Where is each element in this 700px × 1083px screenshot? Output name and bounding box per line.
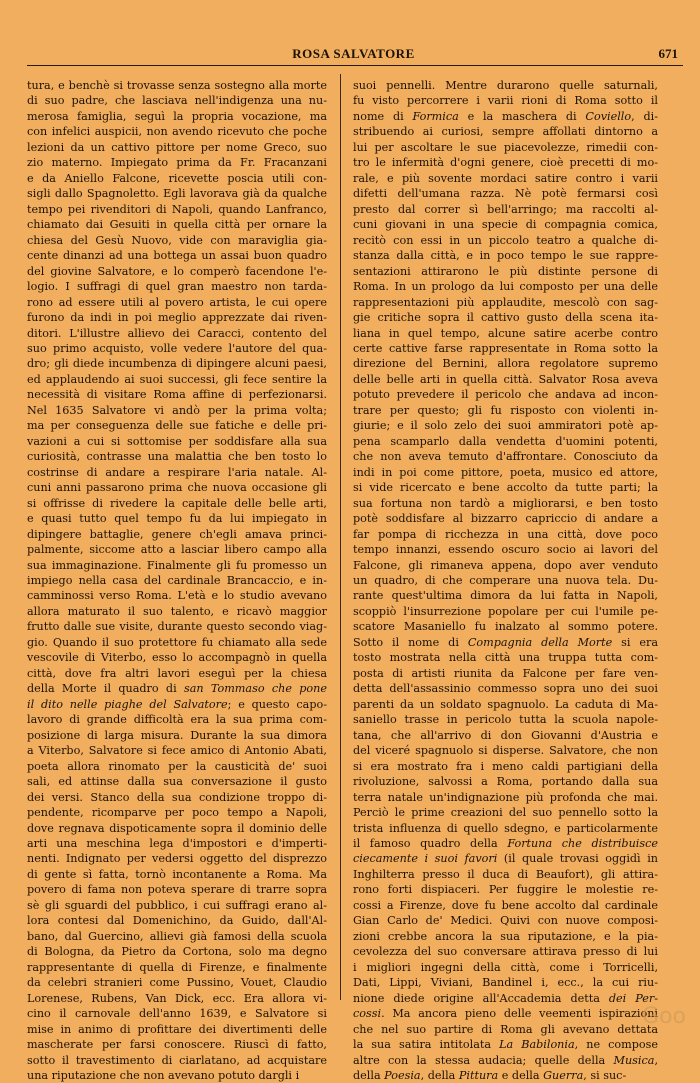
text-line: costrinse di andare a respirare l'aria natale. Al- [27,465,327,479]
text-line: potuto prevedere il pericolo che andava ad incon- [353,388,658,402]
text-line: scatore Masaniello fu inalzato al sommo potere. [353,620,658,634]
text-line: presto dal correr sì bell'arringo; ma raccolti al- [353,202,658,216]
text-line: merosa famiglia, seguì la propria vocazione, ma [27,109,327,123]
text-line: lavoro di grande difficoltà era la sua prima com- [27,713,327,727]
text-line: ciecamente i suoi favori (il quale trovasi oggidì in [353,852,658,866]
text-line: suoi pennelli. Mentre durarono quelle saturnali, [353,79,658,92]
text-line: poeta allora rinomato per la causticità de' suoi [27,759,327,773]
page-number: 671 [658,46,678,61]
text-line: sali, ed attinse dalla sua conversazione il gusto [27,775,327,789]
text-line: Roma. In un prologo da lui composto per una delle [353,280,658,294]
text-line: lezioni da un cattivo pittore per nome Greco, suo [27,140,327,154]
text-line: indi in poi come pittore, poeta, musico ed attore, [353,465,658,479]
text-line: cuni anni passarono prima che nuova occasione gli [27,481,327,495]
text-line: trista influenza di quello sdegno, e particolarmente [353,821,658,835]
text-line: che nel suo partire di Roma gli avevano dettata [353,1022,658,1036]
text-line: Nel 1635 Salvatore vi andò per la prima volta; [27,403,327,417]
text-line: si vide ricercato e bene accolto da tutte parti; la [353,481,658,495]
text-line: furono da indi in poi meglio apprezzate dai riven- [27,311,327,325]
text-line: un quadro, di che comperare una nuova tela. Du- [353,574,658,587]
text-line: arti una meschina lega d'impostori e d'imperti- [27,836,327,850]
text-line: dei versi. Stanco della sua condizione troppo di- [27,790,327,804]
text-line: zio materno. Impiegato prima da Fr. Fracanzani [27,156,327,170]
text-line: logio. I suffragi di quel gran maestro non tarda- [27,280,327,294]
text-line: rappresentazioni più applaudite, mescolò con sag- [353,295,658,309]
text-line: chiesa del Gesù Nuovo, vide con maraviglia gia- [27,233,327,247]
text-line: i migliori ingegni della città, come i Torricelli, [353,960,658,974]
text-line: lora contesi dal Domenichino, da Guido, dall'Al- [27,914,327,928]
text-line: vazioni a cui si sottomise per soddisfare alla sua [27,434,327,448]
text-line: bano, dal Guercino, allievi già famosi della scuola [27,929,327,943]
header-rule [27,65,683,66]
text-line: rappresentante di quella di Firenze, e finalmente [27,960,327,974]
text-line: il dito nelle piaghe del Salvatore; e questo capo- [27,697,327,711]
text-line: detta dell'assassinio commesso sopra uno dei suoi [353,682,658,696]
text-line: sua fortuna non tardò a migliorarsi, e ben tosto [353,496,658,510]
text-line: tempo pei rivenditori di Napoli, quando Lanfranco, [27,202,327,216]
text-line: gio. Quando il suo protettore fu chiamato alla sede [27,635,327,649]
text-line: ditori. L'illustre allievo dei Caracci, contento del [27,326,327,340]
text-line: cossi a Firenze, dove fu bene accolto dal cardinale [353,898,658,912]
text-line: fu visto percorrere i varii rioni di Roma sotto il [353,94,658,108]
text-line: Inghilterra presso il duca di Beaufort), gli attira- [353,867,658,881]
text-line: allora maturato il suo talento, e ricavò maggior [27,604,327,618]
text-line: si era mostrato fra i meno caldi partigiani della [353,759,658,773]
text-line: sotto il travestimento di ciarlatano, ad acquistare [27,1053,327,1067]
text-line: mise in animo di profittare dei divertimenti delle [27,1022,327,1036]
text-line: nome di Formica e la maschera di Coviello, di- [353,109,658,123]
running-header [27,44,680,66]
text-line: cuni giovani in una specie di compagnia comica, [353,218,658,232]
text-line: trare per questo; gli fu risposto con violenti in- [353,403,658,417]
text-line: a Viterbo, Salvatore si fece amico di Antonio Abati, [27,744,327,758]
column-divider [340,74,341,1000]
watermark-fragment: Goo [642,1004,686,1029]
text-line: tura, e benchè si trovasse senza sostegno alla morte [27,79,327,92]
text-line: Lorenese, Rubens, Van Dick, ecc. Era allora vi- [27,991,327,1005]
text-line: cino il carnovale dell'anno 1639, e Salvatore si [27,1007,327,1021]
text-line: direzione del Bernini, allora regolatore supremo [353,357,658,371]
left-column [27,78,327,1083]
text-line: si offrisse di rivedere la capitale delle belle arti, [27,496,327,510]
text-line: frutto dalle sue visite, durante questo secondo viag- [27,620,327,634]
text-line: liana in quel tempo, alcune satire acerbe contro [353,326,658,340]
text-line: rale, e più sovente mordaci satire contro i varii [353,171,658,185]
text-line: di Bologna, da Pietro da Cortona, solo ma degno [27,945,327,959]
text-line: del giovine Salvatore, e lo comperò facendone l'e- [27,264,327,278]
text-line: della Poesia, della Pittura e della Guerra, si suc- [353,1069,627,1082]
text-line: Dati, Lippi, Viviani, Bandinel i, ecc., la cui riu- [353,976,658,990]
text-line: della Morte il quadro di san Tommaso che pone [27,682,327,696]
text-line: dro; gli diede incumbenza di dipingere alcuni paesi, [27,357,327,371]
text-line: saniello trasse in pericolo tutta la scuola napole- [353,713,658,727]
text-line: necessità di visitare Roma affine di perfezionarsi. [27,388,327,402]
text-line: rono ad essere utili al povero artista, le cui opere [27,295,327,309]
text-line: con infelici auspicii, non avendo ricevuto che poche [27,125,327,139]
text-line: lui per ascoltare le sue piacevolezze, rimedii con- [353,140,658,154]
text-line: camminossi verso Roma. L'età e lo studio avevano [27,589,327,603]
text-line: del viceré spagnuolo si disperse. Salvatore, che non [353,744,658,758]
text-line: povero di fama non poteva sperare di trarre sopra [27,883,327,897]
text-line: tro le infermità d'ogni genere, cioè precetti di mo- [353,156,658,170]
text-line: e quasi tutto quel tempo fu da lui impiegato in [27,512,327,526]
text-line: Perciò le prime creazioni del suo pennello sotto la [353,806,658,820]
text-line: di suo padre, che lasciava nell'indigenza una nu- [27,94,327,108]
text-line: altre con la stessa audacia; quelle della Musica, [353,1053,658,1067]
text-line: e da Aniello Falcone, ricevette poscia utili con- [27,171,327,185]
text-line: dove regnava dispoticamente sopra il dominio delle [27,821,327,835]
text-line: posizione di larga misura. Durante la sua dimora [27,728,327,742]
text-line: zioni crebbe ancora la sua riputazione, e la pia- [353,929,658,943]
text-line: certe cattive farse rappresentate in Roma sotto la [353,341,658,355]
text-line: mascherate per farsi conoscere. Riuscì di fatto, [27,1038,327,1052]
text-line: una riputazione che non avevano potuto dargli i [27,1069,300,1082]
text-line: stanza dalla città, e in poco tempo le sue rappre- [353,249,658,263]
text-line: difetti dell'umana razza. Nè potè fermarsi così [353,187,658,201]
text-line: di gente sì fatta, tornò incontanente a Roma. Ma [27,867,327,881]
text-line: la sua satira intitolata La Babilonia, ne compose [353,1038,658,1052]
text-line: nenti. Indignato per vedersi oggetto del disprezzo [27,852,327,866]
text-line: rivoluzione, salvossi a Roma, portando dalla sua [353,775,658,789]
text-line: da celebri stranieri come Pussino, Vouet, Claudio [27,976,327,990]
text-line: impiego nella casa del cardinale Brancaccio, e in- [27,574,327,587]
text-line: stribuendo ai curiosi, sempre affollati dintorno a [353,125,658,139]
running-title: ROSA SALVATORE [292,46,415,61]
text-line: sigli dallo Spagnoletto. Egli lavorava già da qualche [27,187,327,201]
text-line: cente dinanzi ad una bottega un assai buon quadro [27,249,327,263]
text-line: ed applaudendo ai suoi successi, gli fece sentire la [27,372,327,386]
text-line: Sotto il nome di Compagnia della Morte si era [353,635,658,649]
text-line: delle belle arti in quella città. Salvator Rosa aveva [353,372,658,386]
text-line: dipingere battaglie, genere ch'egli amava princi- [27,527,327,541]
text-line: chiamato dai Gesuiti in quella città per ornare la [27,218,327,232]
text-line: tosto mostrata nella città una truppa tutta com- [353,651,658,665]
text-line: città, dove fra altri lavori eseguì per la chiesa [27,666,327,680]
text-line: cevolezza del suo conversare attirava presso di lui [353,945,658,959]
text-line: giurie; e il solo zelo dei suoi ammiratori potè ap- [353,419,658,433]
text-line: terra natale un'indignazione più profonda che mai. [353,790,658,804]
right-column [353,78,658,1083]
text-line: curiosità, contrasse una malattia che ben tosto lo [27,450,327,464]
text-line: pendente, ricomparve per poco tempo a Napoli, [27,806,327,820]
text-line: nione diede origine all'Accademia detta dei Per- [353,991,658,1005]
text-line: scoppiò l'insurrezione popolare per cui l'umile pe- [353,604,658,618]
text-line: vescovile di Viterbo, esso lo accompagnò in quella [27,651,327,665]
text-line: sè gli sguardi del pubblico, i cui suffragi erano al- [27,898,327,912]
text-line: che non aveva temuto d'affrontare. Conosciuto da [353,450,658,464]
text-line: Falcone, gli rimaneva appena, dopo aver venduto [353,558,658,572]
text-line: sentazioni attirarono le più distinte persone di [353,264,658,278]
text-line: Gian Carlo de' Medici. Quivi con nuove composi- [353,914,658,928]
text-line: recitò con essi in un piccolo teatro a qualche di- [353,233,658,247]
text-line: cossi. Ma ancora pieno delle veementi ispirazioni [353,1007,658,1021]
text-line: il famoso quadro della Fortuna che distribuisce [353,836,658,850]
text-line: tempo innanzi, essendo oscuro socio ai lavori del [353,543,658,557]
text-line: pena scamparlo dalla vendetta d'uomini potenti, [353,434,658,448]
text-line: potè soddisfare al bizzarro capriccio di andare a [353,512,658,526]
text-line: gie critiche sopra il cattivo gusto della scena ita- [353,311,658,325]
text-line: posta di artisti riunita da Falcone per fare ven- [353,666,658,680]
text-line: sua immaginazione. Finalmente gli fu promesso un [27,558,327,572]
text-line: far pompa di ricchezza in una città, dove poco [353,527,658,541]
text-line: rono forti dispiaceri. Per fuggire le molestie re- [353,883,658,897]
text-line: suo primo acquisto, volle vedere l'autore del qua- [27,341,327,355]
text-line: palmente, siccome atto a lasciar libero campo alla [27,543,327,557]
text-line: ma per conseguenza delle sue fatiche e delle pri- [27,419,327,433]
text-line: parenti da un soldato spagnuolo. La caduta di Ma- [353,697,658,711]
text-line: tana, che all'arrivo di don Giovanni d'Austria e [353,728,658,742]
text-line: rante quest'ultima dimora da lui fatta in Napoli, [353,589,658,603]
